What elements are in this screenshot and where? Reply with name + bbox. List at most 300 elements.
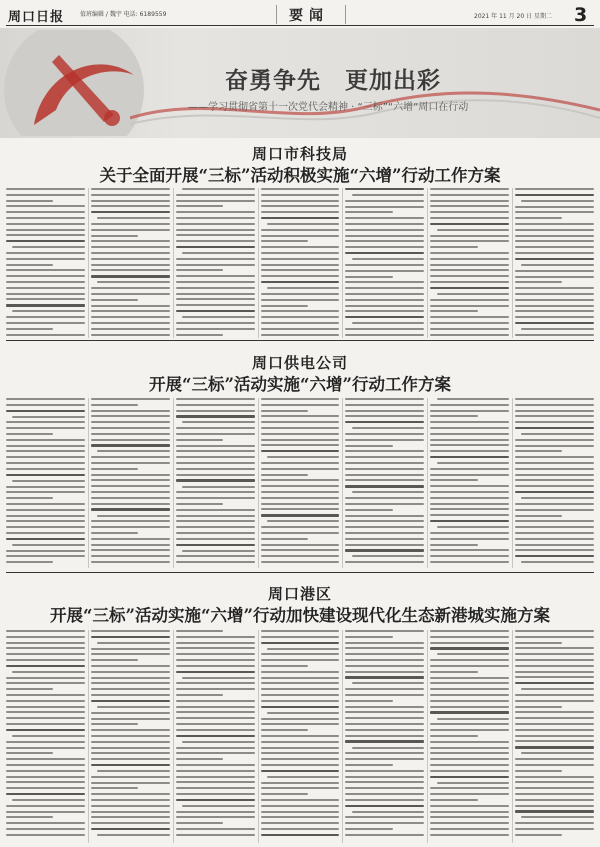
text-line: [430, 421, 509, 423]
text-line: [437, 526, 510, 528]
text-column: [176, 398, 255, 568]
section-name: 要闻: [289, 8, 329, 24]
column-separator: [512, 188, 513, 338]
text-line: [267, 223, 340, 225]
text-line: [6, 433, 53, 435]
text-line: [6, 781, 85, 783]
text-line: [6, 509, 85, 511]
text-line: [91, 462, 170, 464]
text-line: [176, 229, 255, 231]
text-line: [91, 246, 170, 248]
text-line: [6, 834, 85, 836]
text-line: [6, 474, 85, 476]
text-line: [91, 240, 170, 242]
text-line: [176, 799, 255, 801]
text-line: [345, 281, 424, 283]
text-line: [176, 264, 255, 266]
text-line: [91, 410, 170, 412]
text-line: [345, 647, 424, 649]
text-line: [6, 456, 85, 458]
text-line: [91, 764, 170, 766]
text-line: [261, 729, 308, 731]
text-line: [261, 811, 340, 813]
text-line: [430, 223, 509, 225]
banner-title-right: 更加出彩: [345, 68, 441, 94]
text-line: [176, 711, 255, 713]
text-line: [176, 439, 223, 441]
text-line: [176, 717, 255, 719]
text-line: [176, 822, 223, 824]
text-line: [176, 636, 255, 638]
text-line: [6, 194, 85, 196]
text-line: [345, 659, 424, 661]
text-line: [515, 485, 594, 487]
text-line: [91, 648, 170, 650]
text-line: [91, 735, 170, 737]
text-line: [345, 828, 392, 830]
text-line: [176, 811, 255, 813]
text-line: [521, 200, 594, 202]
banner-title-left: 奋勇争先: [225, 68, 321, 94]
text-line: [345, 276, 392, 278]
text-line: [430, 415, 477, 417]
text-line: [91, 211, 170, 213]
text-line: [176, 776, 255, 778]
text-line: [521, 433, 594, 435]
text-line: [437, 398, 510, 400]
text-line: [91, 508, 170, 510]
text-line: [430, 235, 509, 237]
paper-name: 周口日报: [8, 10, 65, 25]
text-line: [6, 205, 85, 207]
text-line: [91, 653, 170, 655]
text-line: [261, 630, 340, 632]
text-line: [91, 782, 170, 784]
text-line: [261, 421, 340, 423]
text-line: [261, 433, 340, 435]
text-line: [345, 456, 424, 458]
text-line: [515, 659, 594, 661]
text-line: [515, 515, 562, 517]
article-2-body: [6, 398, 594, 568]
text-column: [91, 188, 170, 338]
text-line: [345, 770, 424, 772]
column-separator: [173, 188, 174, 338]
text-line: [515, 700, 594, 702]
text-line: [176, 630, 223, 632]
text-line: [182, 188, 255, 190]
text-line: [91, 677, 170, 679]
text-line: [430, 770, 509, 772]
editor-info: 值班编辑 / 魏宇 电话: 6189559: [80, 11, 167, 18]
text-line: [261, 269, 340, 271]
text-line: [430, 468, 509, 470]
text-line: [176, 456, 255, 458]
text-line: [430, 316, 509, 318]
text-line: [91, 671, 170, 673]
text-line: [430, 305, 509, 307]
text-line: [515, 439, 594, 441]
text-column: [176, 630, 255, 843]
text-line: [430, 805, 509, 807]
text-line: [6, 503, 85, 505]
text-line: [521, 328, 594, 330]
text-line: [91, 205, 170, 207]
text-line: [6, 828, 85, 830]
text-line: [345, 544, 424, 546]
text-line: [345, 735, 424, 737]
text-line: [345, 671, 424, 673]
text-line: [176, 682, 255, 684]
text-line: [6, 398, 85, 400]
text-line: [6, 229, 85, 231]
text-line: [521, 816, 594, 818]
text-line: [515, 509, 594, 511]
text-line: [515, 665, 594, 667]
article-3-org: 周口港区: [267, 585, 332, 603]
text-line: [91, 485, 170, 487]
text-line: [6, 811, 85, 813]
text-line: [91, 758, 170, 760]
text-line: [430, 205, 509, 207]
text-line: [345, 787, 424, 789]
text-line: [345, 398, 424, 400]
text-line: [91, 305, 170, 307]
text-line: [176, 211, 255, 213]
text-line: [176, 217, 255, 219]
text-column: [430, 188, 509, 338]
text-line: [176, 816, 255, 818]
text-line: [6, 729, 85, 731]
text-column: [6, 630, 85, 843]
text-line: [515, 281, 562, 283]
text-line: [6, 642, 85, 644]
text-line: [6, 636, 85, 638]
text-line: [437, 718, 510, 720]
text-line: [6, 706, 85, 708]
text-line: [6, 677, 85, 679]
text-line: [176, 427, 255, 429]
text-line: [430, 711, 509, 713]
text-line: [430, 811, 509, 813]
text-line: [176, 555, 255, 557]
text-line: [515, 410, 594, 412]
text-line: [261, 205, 340, 207]
text-line: [261, 532, 340, 534]
column-separator: [173, 398, 174, 568]
text-column: [261, 630, 340, 843]
text-column: [261, 398, 340, 568]
text-line: [345, 503, 424, 505]
text-line: [176, 735, 255, 737]
text-line: [261, 240, 308, 242]
text-line: [182, 252, 255, 254]
text-line: [91, 316, 170, 318]
text-line: [261, 538, 308, 540]
text-line: [430, 240, 509, 242]
text-line: [345, 642, 424, 644]
text-line: [515, 671, 594, 673]
text-line: [515, 305, 594, 307]
text-line: [430, 555, 509, 557]
text-line: [261, 659, 340, 661]
text-line: [91, 468, 138, 470]
text-line: [6, 298, 85, 300]
text-line: [430, 485, 509, 487]
text-line: [12, 310, 85, 312]
text-line: [345, 462, 424, 464]
text-line: [91, 188, 170, 190]
text-line: [12, 735, 85, 737]
text-line: [91, 688, 170, 690]
text-line: [430, 456, 509, 458]
article-3-body: [6, 630, 594, 843]
text-line: [430, 252, 509, 254]
text-line: [91, 264, 170, 266]
text-line: [352, 747, 425, 749]
text-line: [91, 555, 170, 557]
text-line: [430, 659, 509, 661]
text-line: [176, 234, 255, 236]
text-column: [430, 630, 509, 843]
text-line: [91, 322, 170, 324]
column-separator: [258, 630, 259, 843]
text-line: [91, 822, 170, 824]
text-line: [91, 549, 170, 551]
text-line: [515, 549, 594, 551]
text-line: [345, 752, 424, 754]
text-line: [430, 334, 509, 336]
text-line: [91, 456, 170, 458]
text-line: [176, 532, 255, 534]
text-line: [176, 764, 255, 766]
text-line: [515, 188, 594, 190]
text-line: [430, 688, 509, 690]
text-line: [430, 816, 509, 818]
text-line: [430, 630, 509, 632]
text-column: [345, 630, 424, 843]
text-line: [430, 194, 509, 196]
text-line: [430, 671, 477, 673]
text-line: [430, 747, 509, 749]
theme-banner: [0, 28, 600, 138]
text-line: [91, 404, 138, 406]
text-line: [345, 497, 424, 499]
text-line: [430, 752, 509, 754]
text-line: [515, 206, 594, 208]
column-separator: [342, 630, 343, 843]
text-line: [430, 433, 509, 435]
text-line: [430, 706, 509, 708]
text-line: [91, 258, 170, 260]
text-line: [97, 515, 170, 517]
text-column: [91, 398, 170, 568]
text-line: [176, 828, 255, 830]
text-line: [261, 299, 340, 301]
text-line: [91, 630, 170, 632]
divider: [6, 572, 594, 573]
text-line: [91, 223, 170, 225]
text-line: [261, 444, 340, 446]
text-line: [430, 275, 509, 277]
text-line: [430, 834, 509, 836]
text-line: [261, 544, 340, 546]
text-line: [91, 275, 170, 277]
text-line: [6, 258, 85, 260]
text-line: [430, 479, 477, 481]
text-line: [345, 246, 424, 248]
text-line: [430, 299, 509, 301]
text-line: [12, 799, 85, 801]
text-column: [515, 398, 594, 568]
text-line: [430, 549, 509, 551]
text-line: [430, 776, 509, 778]
text-line: [261, 415, 340, 417]
text-line: [345, 474, 424, 476]
text-line: [91, 526, 170, 528]
column-separator: [342, 398, 343, 568]
text-line: [6, 694, 85, 696]
text-line: [345, 293, 424, 295]
text-line: [521, 264, 594, 266]
text-line: [345, 653, 424, 655]
text-line: [6, 787, 85, 789]
text-line: [515, 503, 594, 505]
text-line: [91, 694, 170, 696]
text-line: [515, 555, 594, 557]
text-line: [430, 211, 509, 213]
text-line: [6, 491, 85, 493]
text-line: [176, 520, 255, 522]
text-line: [430, 404, 509, 406]
text-line: [261, 468, 340, 470]
text-line: [515, 793, 594, 795]
text-line: [515, 636, 594, 638]
text-line: [91, 712, 170, 714]
article-3-headline: 开展“三标”活动实施“六增”行动加快建设现代化生态新港城实施方案: [50, 606, 550, 625]
text-line: [430, 694, 509, 696]
text-line: [6, 758, 85, 760]
text-line: [515, 276, 594, 278]
text-line: [515, 723, 594, 725]
text-line: [430, 828, 509, 830]
text-line: [261, 787, 340, 789]
text-line: [515, 805, 594, 807]
text-line: [6, 334, 85, 336]
text-line: [176, 526, 255, 528]
text-line: [91, 433, 170, 435]
text-line: [176, 468, 255, 470]
text-line: [91, 799, 170, 801]
text-line: [6, 752, 53, 754]
text-line: [345, 235, 424, 237]
text-line: [176, 561, 255, 563]
text-line: [515, 694, 594, 696]
text-line: [345, 688, 424, 690]
text-line: [261, 252, 340, 254]
text-line: [261, 404, 340, 406]
text-line: [176, 462, 255, 464]
text-line: [515, 316, 594, 318]
text-line: [515, 735, 594, 737]
text-line: [261, 682, 340, 684]
text-line: [6, 682, 85, 684]
text-line: [6, 264, 53, 266]
text-line: [515, 415, 594, 417]
text-line: [261, 549, 340, 551]
article-2-org: 周口供电公司: [251, 354, 348, 372]
text-line: [6, 688, 53, 690]
text-line: [515, 653, 594, 655]
text-line: [515, 746, 594, 748]
text-line: [515, 676, 594, 678]
text-line: [515, 706, 562, 708]
text-line: [430, 322, 509, 324]
text-line: [515, 799, 594, 801]
text-line: [430, 310, 477, 312]
text-line: [176, 205, 223, 207]
text-line: [261, 450, 340, 452]
text-line: [515, 491, 594, 493]
text-line: [176, 328, 255, 330]
text-line: [91, 310, 170, 312]
text-line: [6, 497, 53, 499]
text-line: [261, 410, 308, 412]
text-line: [345, 729, 424, 731]
text-line: [345, 636, 392, 638]
text-line: [6, 653, 85, 655]
text-line: [6, 269, 85, 271]
text-line: [345, 252, 424, 254]
text-line: [345, 445, 392, 447]
text-line: [261, 653, 340, 655]
text-line: [6, 532, 85, 534]
text-line: [267, 456, 340, 458]
text-line: [176, 752, 255, 754]
text-line: [261, 264, 340, 266]
text-line: [6, 486, 85, 488]
text-line: [6, 822, 85, 824]
text-line: [430, 787, 509, 789]
text-line: [430, 532, 509, 534]
text-line: [345, 538, 424, 540]
text-line: [437, 229, 510, 231]
text-line: [430, 636, 509, 638]
text-line: [345, 479, 424, 481]
text-line: [176, 653, 255, 655]
text-line: [176, 688, 255, 690]
text-line: [91, 474, 170, 476]
text-line: [6, 211, 85, 213]
text-line: [345, 287, 424, 289]
text-line: [515, 834, 562, 836]
text-line: [261, 398, 340, 400]
text-line: [345, 805, 424, 807]
text-line: [97, 770, 170, 772]
text-line: [345, 299, 424, 301]
text-line: [352, 491, 425, 493]
text-line: [345, 188, 424, 190]
text-line: [6, 450, 85, 452]
text-line: [6, 711, 85, 713]
text-line: [91, 636, 170, 638]
text-line: [6, 462, 85, 464]
text-line: [515, 293, 594, 295]
text-line: [6, 741, 85, 743]
text-line: [97, 642, 170, 644]
text-line: [515, 828, 594, 830]
text-line: [261, 816, 340, 818]
